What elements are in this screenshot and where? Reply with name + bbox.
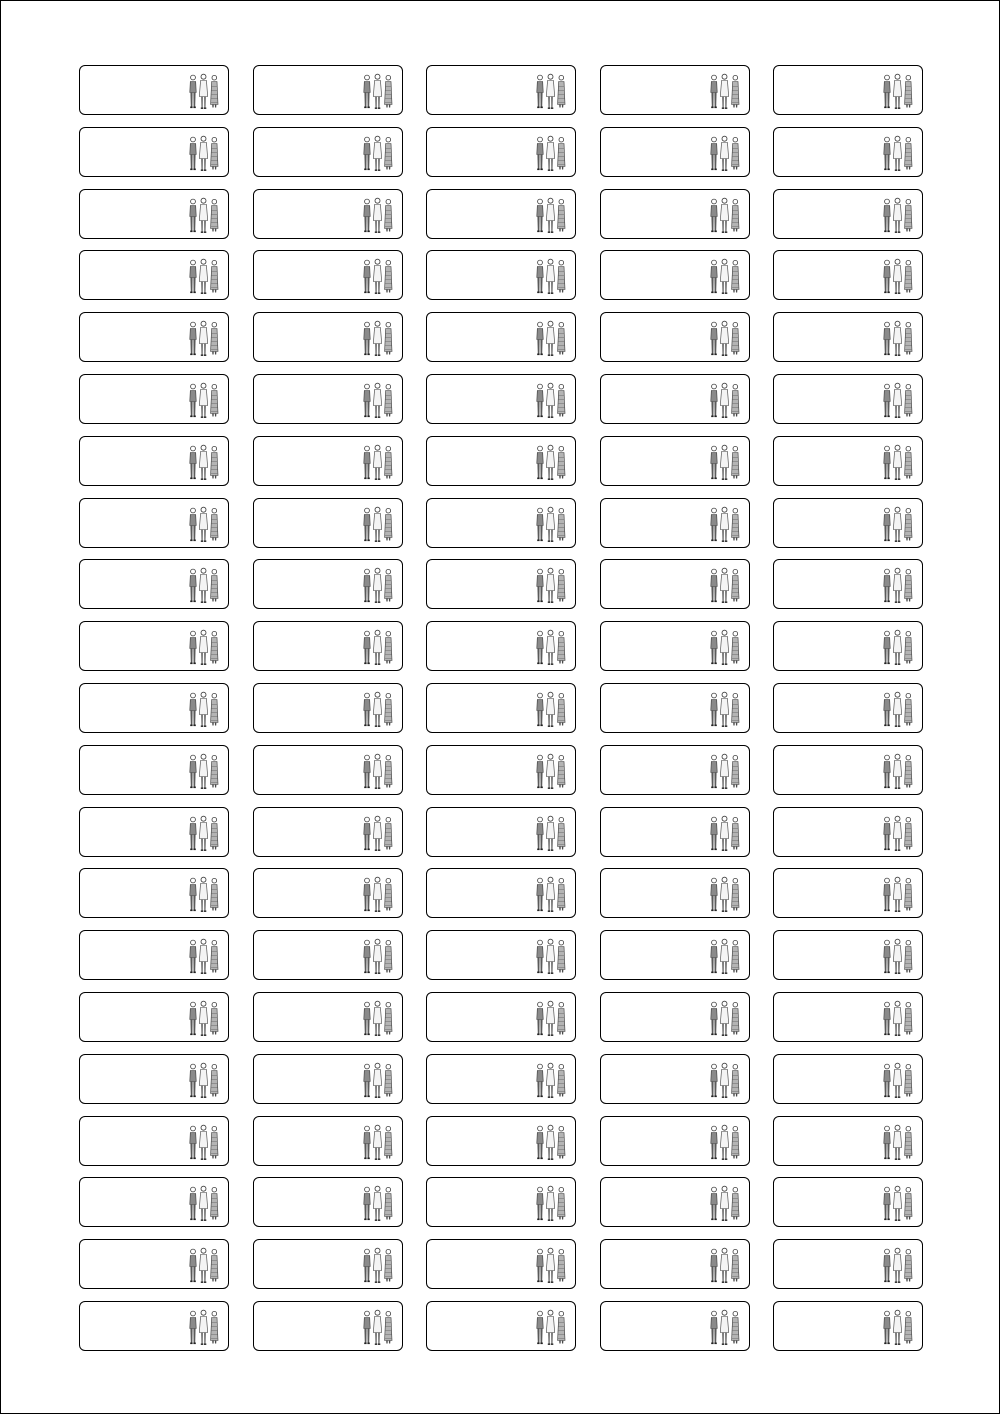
- label-cell: [79, 1116, 229, 1166]
- three-people-illustration-icon: [709, 874, 741, 914]
- label-cell: [600, 745, 750, 795]
- label-cell: [600, 1177, 750, 1227]
- label-cell: [79, 1054, 229, 1104]
- label-cell: [253, 745, 403, 795]
- label-cell: [773, 312, 923, 362]
- label-cell: [253, 127, 403, 177]
- three-people-illustration-icon: [882, 1245, 914, 1285]
- label-cell: [773, 559, 923, 609]
- label-cell: [79, 559, 229, 609]
- label-grid: [79, 65, 923, 1351]
- label-cell: [253, 1301, 403, 1351]
- three-people-illustration-icon: [882, 689, 914, 729]
- three-people-illustration-icon: [535, 998, 567, 1038]
- three-people-illustration-icon: [188, 1307, 220, 1347]
- three-people-illustration-icon: [709, 1183, 741, 1223]
- label-cell: [253, 1239, 403, 1289]
- three-people-illustration-icon: [535, 1183, 567, 1223]
- three-people-illustration-icon: [188, 256, 220, 296]
- three-people-illustration-icon: [709, 998, 741, 1038]
- three-people-illustration-icon: [188, 813, 220, 853]
- label-cell: [426, 127, 576, 177]
- three-people-illustration-icon: [882, 195, 914, 235]
- label-cell: [79, 250, 229, 300]
- label-cell: [253, 621, 403, 671]
- three-people-illustration-icon: [882, 998, 914, 1038]
- three-people-illustration-icon: [362, 318, 394, 358]
- three-people-illustration-icon: [709, 565, 741, 605]
- three-people-illustration-icon: [362, 133, 394, 173]
- label-cell: [79, 621, 229, 671]
- label-cell: [600, 683, 750, 733]
- label-cell: [426, 1177, 576, 1227]
- three-people-illustration-icon: [709, 380, 741, 420]
- label-cell: [773, 65, 923, 115]
- label-cell: [773, 1116, 923, 1166]
- label-cell: [773, 498, 923, 548]
- three-people-illustration-icon: [535, 751, 567, 791]
- three-people-illustration-icon: [709, 256, 741, 296]
- three-people-illustration-icon: [882, 874, 914, 914]
- label-cell: [79, 683, 229, 733]
- three-people-illustration-icon: [535, 813, 567, 853]
- three-people-illustration-icon: [882, 1060, 914, 1100]
- label-cell: [253, 683, 403, 733]
- label-cell: [773, 683, 923, 733]
- three-people-illustration-icon: [882, 1183, 914, 1223]
- three-people-illustration-icon: [709, 689, 741, 729]
- label-cell: [600, 374, 750, 424]
- three-people-illustration-icon: [882, 1307, 914, 1347]
- label-cell: [426, 436, 576, 486]
- three-people-illustration-icon: [362, 936, 394, 976]
- three-people-illustration-icon: [882, 504, 914, 544]
- three-people-illustration-icon: [188, 1245, 220, 1285]
- label-cell: [600, 930, 750, 980]
- three-people-illustration-icon: [535, 936, 567, 976]
- label-cell: [253, 374, 403, 424]
- three-people-illustration-icon: [188, 689, 220, 729]
- label-cell: [600, 436, 750, 486]
- label-cell: [79, 745, 229, 795]
- label-cell: [79, 189, 229, 239]
- three-people-illustration-icon: [362, 71, 394, 111]
- label-cell: [600, 189, 750, 239]
- three-people-illustration-icon: [362, 380, 394, 420]
- label-cell: [253, 868, 403, 918]
- three-people-illustration-icon: [188, 195, 220, 235]
- label-cell: [79, 436, 229, 486]
- label-cell: [253, 436, 403, 486]
- label-cell: [426, 189, 576, 239]
- three-people-illustration-icon: [709, 504, 741, 544]
- three-people-illustration-icon: [362, 813, 394, 853]
- label-cell: [600, 621, 750, 671]
- three-people-illustration-icon: [709, 442, 741, 482]
- label-cell: [773, 127, 923, 177]
- label-cell: [600, 559, 750, 609]
- label-cell: [600, 1116, 750, 1166]
- three-people-illustration-icon: [535, 565, 567, 605]
- label-cell: [79, 930, 229, 980]
- label-cell: [426, 992, 576, 1042]
- label-cell: [773, 1239, 923, 1289]
- label-cell: [79, 312, 229, 362]
- three-people-illustration-icon: [709, 936, 741, 976]
- label-cell: [79, 374, 229, 424]
- three-people-illustration-icon: [709, 71, 741, 111]
- three-people-illustration-icon: [882, 813, 914, 853]
- label-cell: [600, 498, 750, 548]
- three-people-illustration-icon: [709, 751, 741, 791]
- label-cell: [253, 992, 403, 1042]
- label-cell: [600, 992, 750, 1042]
- three-people-illustration-icon: [535, 1122, 567, 1162]
- three-people-illustration-icon: [188, 380, 220, 420]
- label-cell: [253, 807, 403, 857]
- three-people-illustration-icon: [362, 504, 394, 544]
- three-people-illustration-icon: [188, 133, 220, 173]
- three-people-illustration-icon: [535, 256, 567, 296]
- three-people-illustration-icon: [362, 1183, 394, 1223]
- three-people-illustration-icon: [535, 318, 567, 358]
- three-people-illustration-icon: [882, 318, 914, 358]
- label-cell: [426, 1301, 576, 1351]
- label-cell: [426, 1054, 576, 1104]
- label-cell: [600, 1301, 750, 1351]
- three-people-illustration-icon: [882, 1122, 914, 1162]
- label-cell: [773, 930, 923, 980]
- label-cell: [426, 621, 576, 671]
- three-people-illustration-icon: [535, 874, 567, 914]
- three-people-illustration-icon: [188, 1183, 220, 1223]
- label-cell: [79, 807, 229, 857]
- three-people-illustration-icon: [188, 627, 220, 667]
- label-cell: [600, 1239, 750, 1289]
- three-people-illustration-icon: [362, 195, 394, 235]
- three-people-illustration-icon: [188, 71, 220, 111]
- label-cell: [79, 992, 229, 1042]
- three-people-illustration-icon: [188, 504, 220, 544]
- three-people-illustration-icon: [882, 627, 914, 667]
- label-cell: [426, 930, 576, 980]
- three-people-illustration-icon: [535, 689, 567, 729]
- label-cell: [773, 621, 923, 671]
- three-people-illustration-icon: [535, 504, 567, 544]
- three-people-illustration-icon: [709, 813, 741, 853]
- three-people-illustration-icon: [362, 998, 394, 1038]
- three-people-illustration-icon: [535, 442, 567, 482]
- label-cell: [79, 127, 229, 177]
- label-cell: [79, 1239, 229, 1289]
- three-people-illustration-icon: [535, 380, 567, 420]
- label-cell: [253, 65, 403, 115]
- label-cell: [426, 1116, 576, 1166]
- label-cell: [426, 65, 576, 115]
- label-cell: [773, 189, 923, 239]
- three-people-illustration-icon: [535, 1307, 567, 1347]
- label-cell: [253, 312, 403, 362]
- three-people-illustration-icon: [362, 874, 394, 914]
- label-cell: [773, 868, 923, 918]
- three-people-illustration-icon: [709, 318, 741, 358]
- label-cell: [79, 868, 229, 918]
- label-cell: [253, 189, 403, 239]
- label-cell: [773, 374, 923, 424]
- three-people-illustration-icon: [882, 256, 914, 296]
- three-people-illustration-icon: [709, 1245, 741, 1285]
- label-cell: [253, 1116, 403, 1166]
- three-people-illustration-icon: [882, 936, 914, 976]
- label-cell: [773, 745, 923, 795]
- three-people-illustration-icon: [709, 1060, 741, 1100]
- three-people-illustration-icon: [188, 1122, 220, 1162]
- label-cell: [426, 745, 576, 795]
- three-people-illustration-icon: [188, 936, 220, 976]
- three-people-illustration-icon: [535, 1245, 567, 1285]
- three-people-illustration-icon: [535, 195, 567, 235]
- label-cell: [426, 807, 576, 857]
- three-people-illustration-icon: [882, 442, 914, 482]
- three-people-illustration-icon: [362, 1060, 394, 1100]
- three-people-illustration-icon: [188, 751, 220, 791]
- label-cell: [79, 1177, 229, 1227]
- label-cell: [600, 1054, 750, 1104]
- three-people-illustration-icon: [882, 380, 914, 420]
- three-people-illustration-icon: [362, 627, 394, 667]
- three-people-illustration-icon: [709, 195, 741, 235]
- label-cell: [253, 1054, 403, 1104]
- three-people-illustration-icon: [709, 133, 741, 173]
- three-people-illustration-icon: [188, 565, 220, 605]
- label-cell: [773, 1301, 923, 1351]
- label-cell: [79, 65, 229, 115]
- label-cell: [426, 498, 576, 548]
- label-cell: [426, 374, 576, 424]
- three-people-illustration-icon: [362, 1245, 394, 1285]
- three-people-illustration-icon: [709, 627, 741, 667]
- three-people-illustration-icon: [362, 565, 394, 605]
- three-people-illustration-icon: [188, 998, 220, 1038]
- label-cell: [79, 498, 229, 548]
- label-cell: [253, 1177, 403, 1227]
- three-people-illustration-icon: [188, 1060, 220, 1100]
- three-people-illustration-icon: [709, 1122, 741, 1162]
- label-cell: [773, 1054, 923, 1104]
- three-people-illustration-icon: [362, 1122, 394, 1162]
- three-people-illustration-icon: [535, 627, 567, 667]
- three-people-illustration-icon: [188, 874, 220, 914]
- three-people-illustration-icon: [535, 133, 567, 173]
- three-people-illustration-icon: [882, 133, 914, 173]
- label-cell: [600, 312, 750, 362]
- three-people-illustration-icon: [188, 318, 220, 358]
- label-cell: [773, 807, 923, 857]
- label-cell: [253, 930, 403, 980]
- label-cell: [426, 312, 576, 362]
- label-cell: [426, 559, 576, 609]
- label-cell: [426, 250, 576, 300]
- label-cell: [773, 992, 923, 1042]
- three-people-illustration-icon: [362, 1307, 394, 1347]
- three-people-illustration-icon: [362, 751, 394, 791]
- three-people-illustration-icon: [188, 442, 220, 482]
- three-people-illustration-icon: [882, 751, 914, 791]
- three-people-illustration-icon: [882, 71, 914, 111]
- label-cell: [253, 559, 403, 609]
- label-cell: [600, 127, 750, 177]
- three-people-illustration-icon: [882, 565, 914, 605]
- label-cell: [600, 65, 750, 115]
- label-cell: [600, 807, 750, 857]
- label-cell: [600, 868, 750, 918]
- three-people-illustration-icon: [362, 442, 394, 482]
- label-cell: [600, 250, 750, 300]
- label-cell: [773, 1177, 923, 1227]
- label-cell: [253, 498, 403, 548]
- three-people-illustration-icon: [535, 71, 567, 111]
- three-people-illustration-icon: [535, 1060, 567, 1100]
- label-cell: [253, 250, 403, 300]
- label-cell: [426, 683, 576, 733]
- three-people-illustration-icon: [362, 689, 394, 729]
- label-cell: [426, 1239, 576, 1289]
- three-people-illustration-icon: [362, 256, 394, 296]
- three-people-illustration-icon: [709, 1307, 741, 1347]
- label-cell: [773, 436, 923, 486]
- label-cell: [79, 1301, 229, 1351]
- label-cell: [773, 250, 923, 300]
- label-cell: [426, 868, 576, 918]
